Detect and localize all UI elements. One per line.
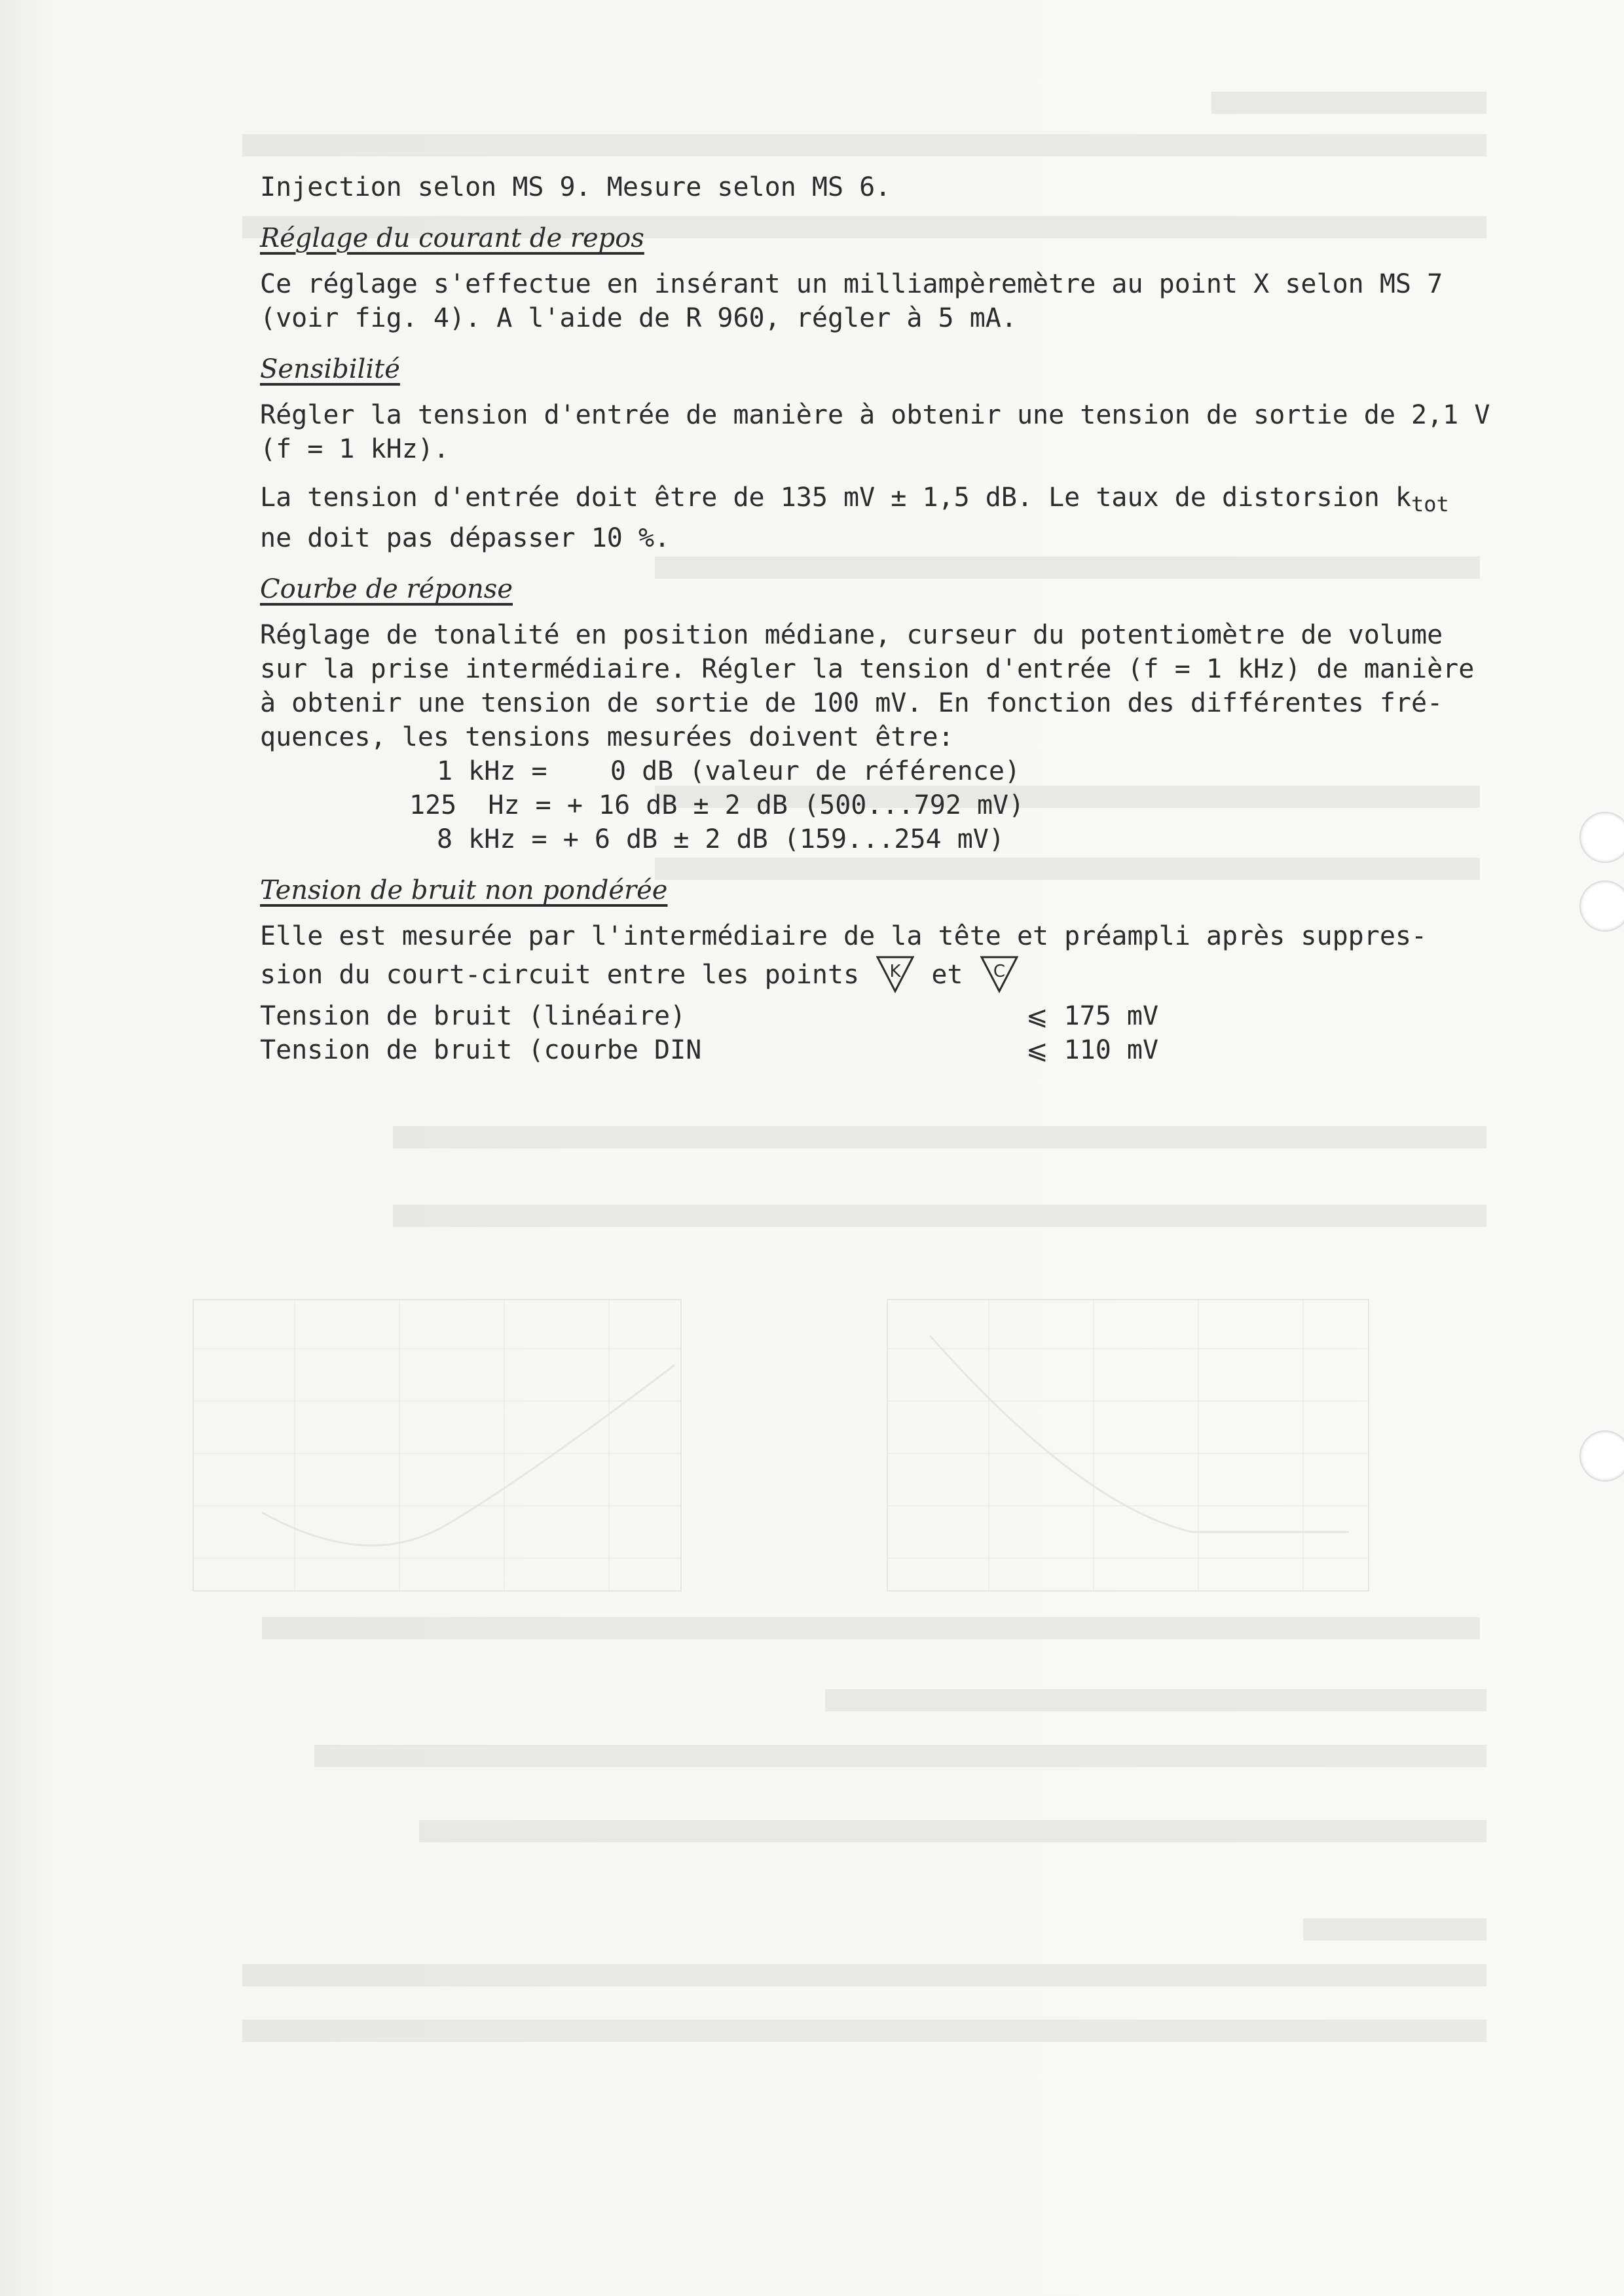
bruit-line-1: Elle est mesurée par l'intermédiaire de la tête et préampli après suppres- (260, 921, 1428, 951)
ktot-subscript: tot (1411, 492, 1449, 517)
sens-line-3 (260, 481, 1543, 521)
heading-courbe-reponse: Courbe de réponse (260, 574, 513, 604)
noise-label-linear: Tension de bruit (linéaire) (260, 1001, 686, 1031)
svg-text:C: C (993, 962, 1005, 981)
repos-line-2: (voir fig. 4). A l'aide de R 960, régler à 5 mA. (260, 303, 1017, 333)
freq-row-125 (260, 788, 1543, 822)
noise-row-din (260, 1033, 1543, 1067)
freq-1k: 1 kHz = 0 dB (valeur de référence) (437, 756, 1021, 786)
document-body (260, 170, 1543, 1067)
punch-hole-3 (1579, 1430, 1624, 1482)
sens-line-1: Régler la tension d'entrée de manière à obtenir une tension de sortie de 2,1 V (260, 400, 1490, 430)
sens-line-4: ne doit pas dépasser 10 %. (260, 523, 671, 553)
courbe-line-2: sur la prise intermédiaire. Régler la tension d'entrée (f = 1 kHz) de manière (260, 654, 1475, 684)
injection-line: Injection selon MS 9. Mesure selon MS 6. (260, 172, 891, 202)
punch-hole-2 (1579, 881, 1624, 932)
bruit-line-2 (260, 953, 1543, 994)
freq-row-1k (260, 754, 1543, 788)
svg-text:K: K (889, 962, 901, 981)
sens-line-2: (f = 1 kHz). (260, 434, 449, 464)
punch-hole-1 (1579, 812, 1624, 863)
freq-125: 125 Hz = + 16 dB ± 2 dB (500...792 mV) (409, 790, 1025, 820)
bruit-et: et (931, 960, 963, 990)
courbe-line-3: à obtenir une tension de sortie de 100 mV. En fonction des différentes fré- (260, 688, 1443, 718)
point-k-triangle-icon (875, 953, 915, 994)
repos-line-1: Ce réglage s'effectue en insérant un milliampèremètre au point X selon MS 7 (260, 269, 1443, 299)
noise-label-din: Tension de bruit (courbe DIN (260, 1035, 702, 1065)
courbe-line-4: quences, les tensions mesurées doivent être: (260, 722, 954, 752)
bruit-line-2-text: sion du court-circuit entre les points (260, 960, 860, 990)
courbe-line-1: Réglage de tonalité en position médiane, curseur du potentiomètre de volume (260, 620, 1443, 650)
noise-row-linear (260, 999, 1543, 1033)
noise-value-linear: ⩽ 175 mV (1026, 1001, 1159, 1031)
noise-value-din: ⩽ 110 mV (1026, 1035, 1159, 1065)
heading-tension-bruit: Tension de bruit non pondérée (260, 875, 668, 905)
freq-row-8k (260, 822, 1543, 856)
sens-line-3-text: La tension d'entrée doit être de 135 mV ± 1,5 dB. Le taux de distorsion k (260, 483, 1411, 513)
heading-reglage-repos: Réglage du courant de repos (260, 223, 644, 253)
heading-sensibilite: Sensibilité (260, 354, 400, 384)
freq-8k: 8 kHz = + 6 dB ± 2 dB (159...254 mV) (437, 824, 1005, 854)
point-c-triangle-icon (979, 953, 1020, 994)
